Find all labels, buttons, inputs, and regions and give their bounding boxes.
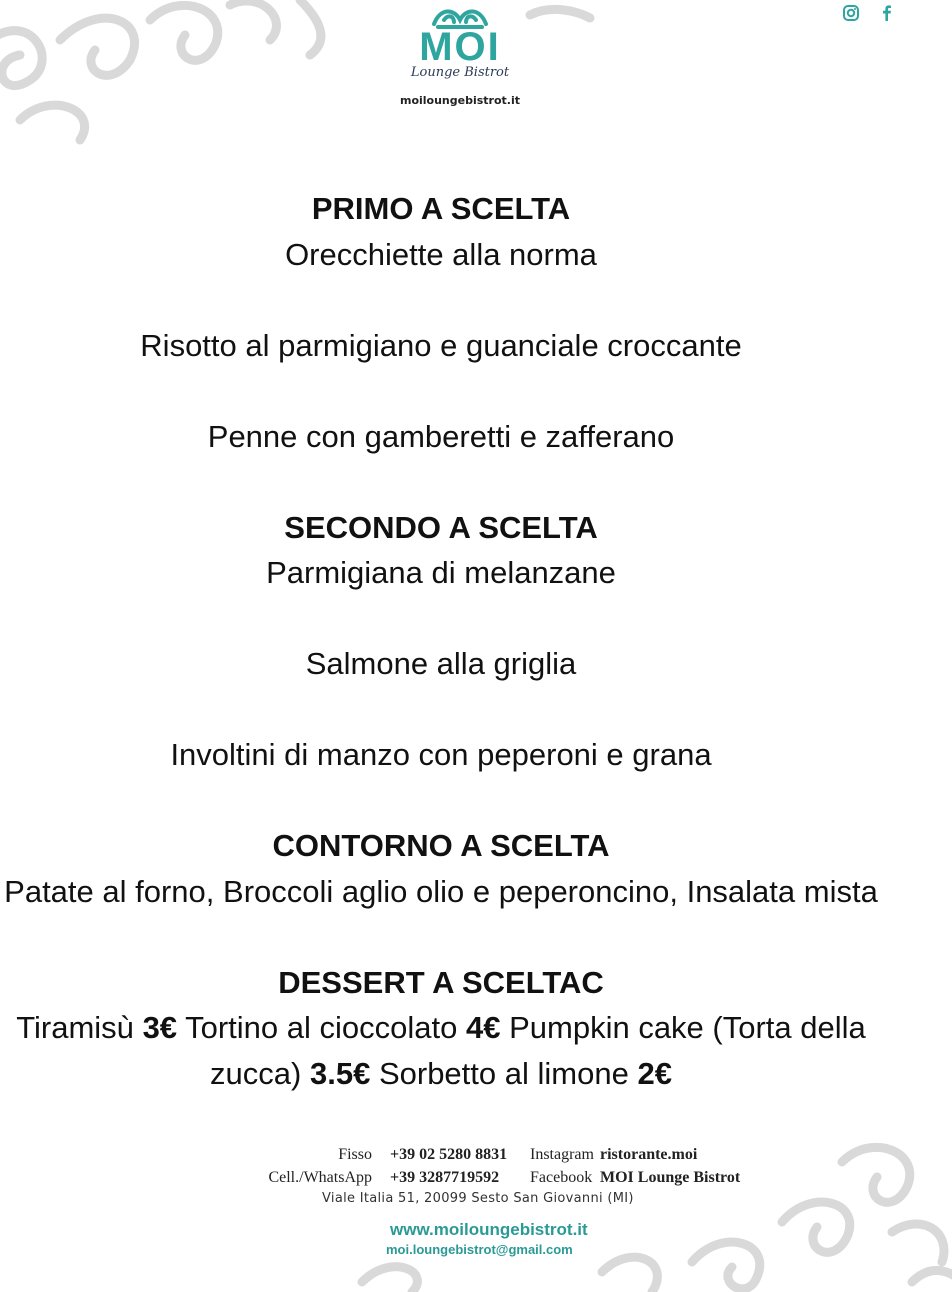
dessert-price: 3€ [142, 1010, 178, 1045]
dessert-name: Tortino al cioccolato [185, 1010, 458, 1045]
menu-item: Salmone alla griglia [305, 646, 577, 681]
instagram-handle[interactable]: ristorante.moi [600, 1146, 698, 1163]
menu-content [0, 186, 882, 1096]
social-links [842, 4, 896, 22]
email-link[interactable]: moi.loungebistrot@gmail.com [386, 1242, 573, 1257]
dessert-name: Sorbetto al limone [378, 1055, 629, 1091]
menu-item: Penne con gamberetti e zafferano [207, 418, 675, 454]
cell-label: Cell./WhatsApp [268, 1169, 372, 1186]
menu-item: Orecchiette alla norma [285, 236, 597, 272]
section-title-primo: PRIMO A SCELTA [311, 191, 571, 226]
facebook-icon[interactable] [878, 4, 896, 22]
dessert-name: Pumpkin cake (Torta della zucca) [210, 1010, 866, 1091]
contact-row [250, 1166, 750, 1189]
facebook-name[interactable]: MOI Lounge Bistrot [600, 1169, 741, 1186]
instagram-label: Instagram [530, 1146, 594, 1163]
dessert-list [0, 1005, 882, 1096]
dessert-name: Tiramisù [16, 1010, 134, 1045]
cell-number[interactable]: +39 3287719592 [390, 1169, 500, 1186]
address: Viale Italia 51, 20099 Sesto San Giovanni (MI) [322, 1191, 634, 1206]
menu-item: Risotto al parmigiano e guanciale croccante [140, 327, 742, 363]
facebook-label: Facebook [530, 1169, 593, 1186]
website-link[interactable]: www.moiloungebistrot.it [390, 1220, 588, 1239]
menu-item: Parmigiana di melanzane [266, 555, 616, 590]
brand-logo [385, 4, 535, 107]
fisso-label: Fisso [338, 1146, 372, 1163]
contact-footer [250, 1143, 750, 1257]
dessert-price: 3.5€ [309, 1055, 371, 1091]
instagram-icon[interactable] [842, 4, 860, 22]
brand-tagline: Lounge Bistrot [410, 65, 510, 80]
brand-website[interactable]: moiloungebistrot.it [399, 94, 520, 107]
dessert-price: 2€ [637, 1055, 672, 1091]
menu-item: Patate al forno, Broccoli aglio olio e peperoncino, Insalata mista [4, 873, 878, 909]
brand-name: MOI [419, 25, 501, 69]
section-title-secondo: SECONDO A SCELTA [284, 509, 598, 545]
menu-item: Involtini di manzo con peperoni e grana [170, 737, 712, 772]
section-title-dessert: DESSERT A SCELTAC [278, 964, 604, 1000]
contact-row [250, 1143, 750, 1166]
dessert-price: 4€ [465, 1010, 501, 1045]
fisso-number[interactable]: +39 02 5280 8831 [390, 1146, 508, 1163]
section-title-contorno: CONTORNO A SCELTA [272, 828, 610, 863]
